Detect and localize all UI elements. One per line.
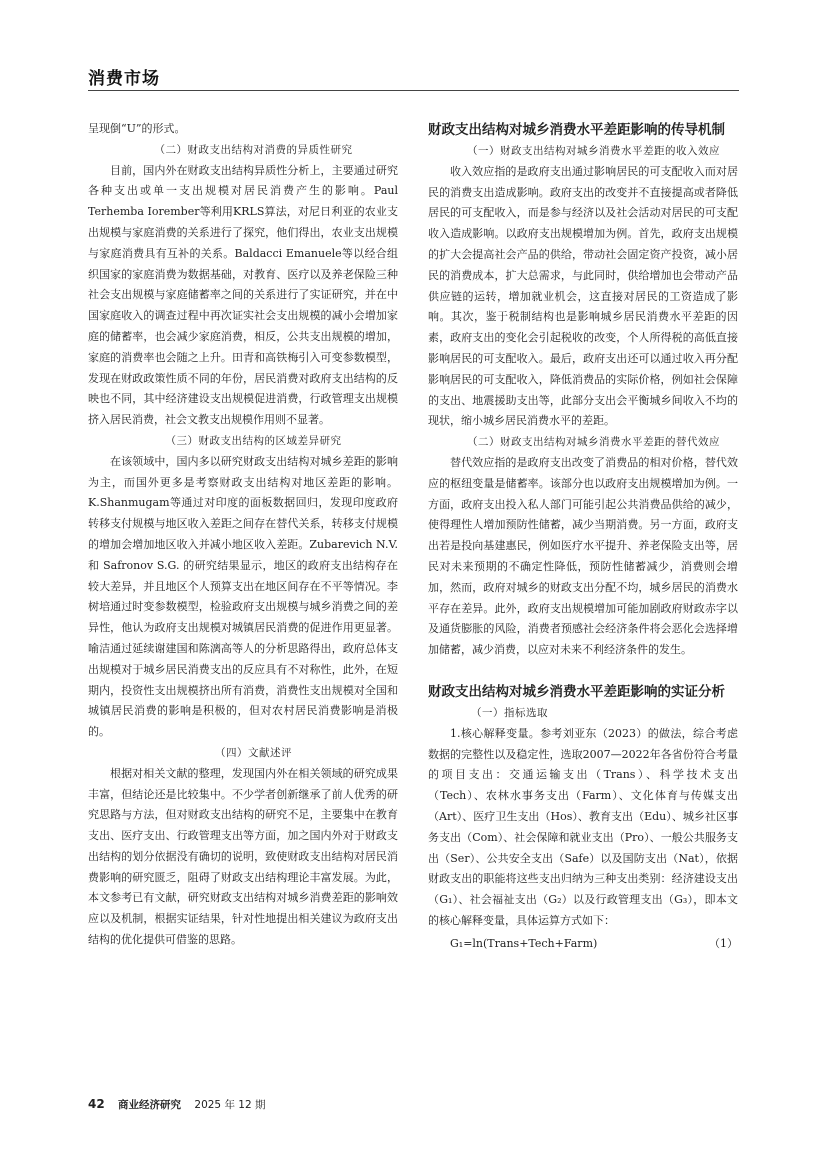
paragraph: 1.核心解释变量。参考刘亚东（2023）的做法，综合考虑数据的完整性以及稳定性，选取2007—2022年各省份符合考量的项目支出：交通运输支出（Trans）、科学技术支出（Tech）、农林水事务支出（Farm）、文化体育与传媒支出（Art）、医疗卫生支出（Hos）、教育支出（Edu）、城乡社区事务支出（Com）、社会保障和就业支出（Pro）、一般公共服务支出（Ser）、公共安全支出（Safe）以及国防支出（Nat），依据财政支出的职能将这些支出归纳为三种支出类别：经济建设支出（G₁）、社会福祉支出（G₂）以及行政管理支出（G₃），即本文的核心解释变量，具体运算方式如下： [428, 726, 738, 927]
issue-label: 2025 年 12 期 [194, 1099, 266, 1111]
paragraph: 目前，国内外在财政支出结构异质性分析上，主要通过研究各种支出或单一支出规模对居民消费产生的影响。Paul Terhemba Iorember等利用KRLS算法，对尼日利亚的农业支出规模与家庭消费的关系进行了探究，他们得出，农业支出规模与家庭消费具有互补的关系。Baldacci Emanuele等以经合组织国家的家庭消费为数据基础，对教育、医疗以及养老保险三种社会支出规模与家庭储蓄率之间的关系进行了实证研究，并在中国家庭收入的调查过程中再次证实社会支出规模的减小会增加家庭的储蓄率，也会减少家庭消费，相反，公共支出规模的增加，家庭的消费率也会随之上升。田青和高铁梅引入可变参数模型，发现在财政政策性质不同的年份，居民消费对政府支出结构的反映也不同，其中经济建设支出规模促进消费，行政管理支出规模挤入居民消费，社会文教支出规模作用则不显著。 [88, 163, 398, 427]
page-number: 42 [88, 1097, 105, 1111]
section-heading: 财政支出结构对城乡消费水平差距影响的实证分析 [428, 683, 725, 700]
subsection-heading: （二）财政支出结构对消费的异质性研究 [154, 143, 353, 156]
subsection-heading: （四）文献述评 [215, 746, 292, 759]
subsection-heading: （三）财政支出结构的区域差异研究 [165, 434, 342, 447]
journal-section-title: 消费市场 [88, 69, 160, 89]
equation-body: G₁=ln(Trans+Tech+Farm) [450, 936, 598, 950]
section-heading: 财政支出结构对城乡消费水平差距影响的传导机制 [428, 122, 725, 138]
paragraph: 根据对相关文献的整理，发现国内外在相关领域的研究成果丰富，但结论还是比较集中。不少学者创新继承了前人优秀的研究思路与方法，但对财政支出结构的研究不足，主要集中在教育支出、医疗支出、行政管理支出等方面，加之国内外对于财政支出结构的划分依据没有确切的说明，致使财政支出结构对居民消费影响的研究匮乏，阻碍了财政支出结构理论丰富发展。为此，本文参考已有文献，研究财政支出结构对城乡消费差距的影响效应以及机制，根据实证结果，针对性地提出相关建议为政府支出结构的优化提供可借鉴的思路。 [88, 766, 398, 947]
page-footer [88, 1097, 266, 1112]
subsection-heading: （一）财政支出结构对城乡消费水平差距的收入效应 [467, 145, 720, 157]
left-column [88, 119, 398, 951]
subsection-heading: （一）指标选取 [471, 706, 548, 719]
paragraph: 在该领域中，国内多以研究财政支出结构对城乡差距的影响为主，而国外更多是考察财政支出结构对地区差距的影响。K.Shanmugam等通过对印度的面板数据回归，发现印度政府转移支付规模与地区收入差距之间存在替代关系，转移支付规模的增加会增加地区收入并减小地区收入差距。Zubarevich N.V. 和 Safronov S.G. 的研究结果显示，地区的政府支出结构存在较大差异，并且地区个人预算支出在地区间存在不平等情况。李树培通过时变参数模型，检验政府支出规模与城乡消费之间的差异性，他认为政府支出规模对城镇居民消费的促进作用更显著。喻洁通过延续谢建国和陈漓高等人的分析思路得出，政府总体支出规模对于城乡居民消费支出的反应具有不对称性，此外，在短期内，投资性支出规模挤出所有消费，消费性支出规模对全国和城镇居民消费的影响是积极的，但对农村居民消费影响是消极的。 [88, 454, 398, 739]
paragraph: 替代效应指的是政府支出改变了消费品的相对价格，替代效应的枢纽变量是储蓄率。该部分也以政府支出规模增加为例。一方面，政府支出投入私人部门可能引起公共消费品供给的减少，使得理性人增加预防性储蓄，减少当期消费。另一方面，政府支出若是投向基建惠民，例如医疗水平提升、养老保险支出等，居民对未来预期的不确定性降低，预防性储蓄减少，消费则会增加，然而，政府对城乡的财政支出分配不均，城乡居民的消费水平存在差异。此外，政府支出规模增加可能加剧政府财政赤字以及通货膨胀的风险，消费者预感社会经济条件将会恶化会选择增加储蓄，减少消费，以应对未来不利经济条件的发生。 [428, 455, 738, 657]
equation-number: （1） [709, 936, 738, 950]
subsection-heading: （二）财政支出结构对城乡消费水平差距的替代效应 [467, 436, 720, 449]
paragraph: 收入效应指的是政府支出通过影响居民的可支配收入而对居民的消费支出造成影响。政府支出的改变并不直接提高或者降低居民的可支配收入，而是参与经济以及社会活动对居民的可支配收入造成影响。以政府支出规模增加为例。首先，政府支出规模的扩大会提高社会产品的供给，带动社会固定资产投资，减小居民的消费成本，扩大总需求，与此同时，供给增加也会带动产品供应链的运转，增加就业机会，这直接对居民的工资造成了影响。其次，鉴于税制结构也是影响城乡居民消费水平差距的因素，政府支出的变化会引起税收的改变，个人所得税的高低直接影响居民的可支配收入。最后，政府支出还可以通过收入再分配影响居民的可支配收入，降低消费品的实际价格，例如社会保障的支出、地震援助支出等，此部分支出会平衡城乡间收入不均的现状，缩小城乡居民消费水平的差距。 [428, 164, 738, 428]
equation [428, 934, 738, 955]
right-column [428, 119, 738, 954]
header-divider [88, 90, 739, 91]
paragraph: 呈现倒“U”的形式。 [88, 122, 186, 135]
journal-name: 商业经济研究 [118, 1099, 182, 1111]
